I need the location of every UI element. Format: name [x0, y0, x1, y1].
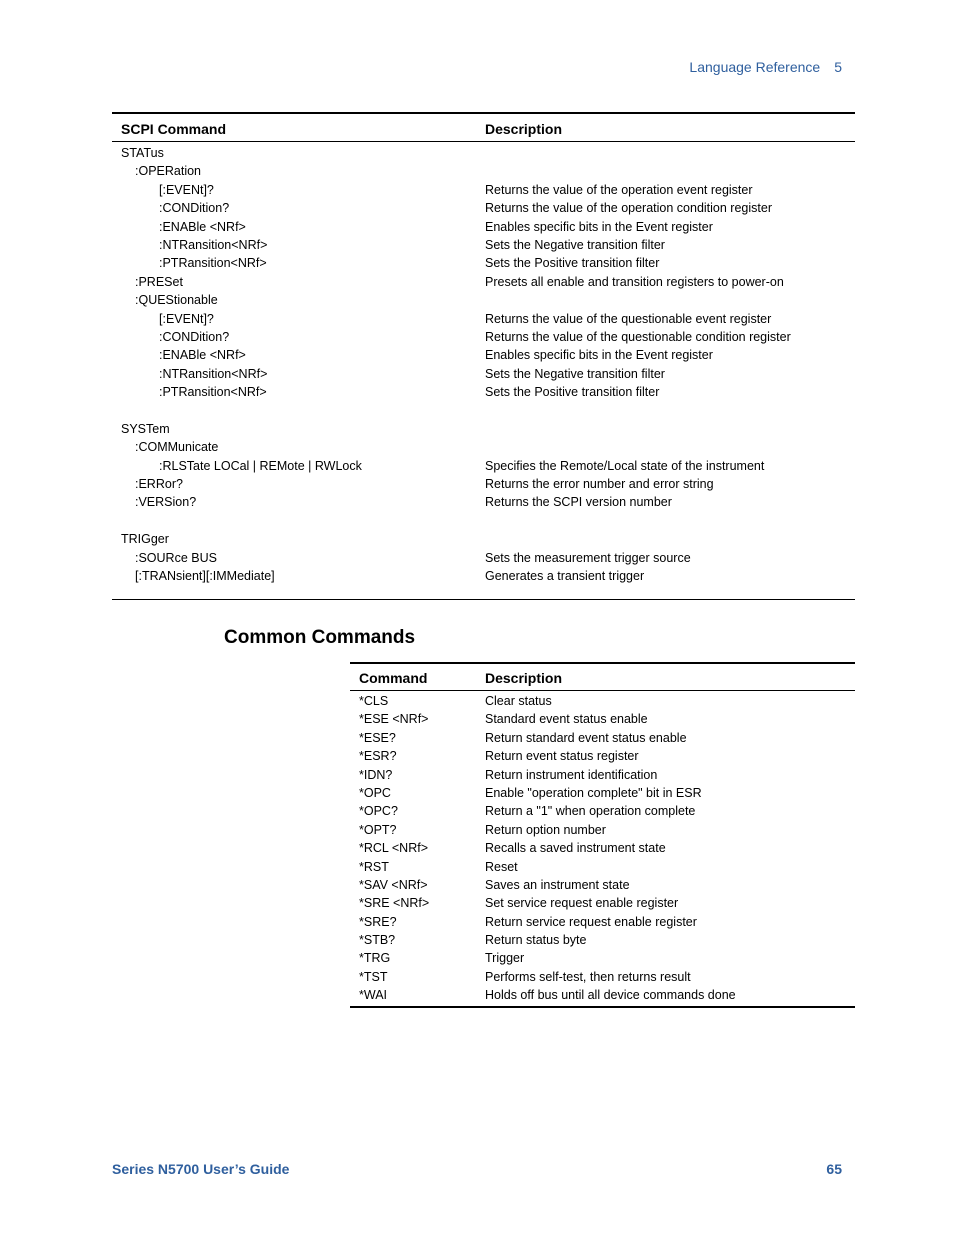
running-header [689, 59, 842, 75]
description-cell: Holds off bus until all device commands done [485, 988, 736, 1003]
description-cell: Return service request enable register [485, 914, 697, 929]
description-cell: Returns the value of the operation event register [485, 182, 753, 197]
description-cell: Return a "1" when operation complete [485, 804, 696, 819]
footer-page-number: 65 [826, 1161, 842, 1177]
description-cell: Return option number [485, 822, 606, 837]
description-cell: Recalls a saved instrument state [485, 841, 666, 856]
table-row [112, 512, 855, 530]
command-cell: :PTRansition<NRf> [159, 256, 267, 271]
description-cell: Sets the Negative transition filter [485, 237, 665, 252]
command-cell: [:EVENt]? [159, 182, 214, 197]
footer-guide-title: Series N5700 User’s Guide [112, 1161, 290, 1177]
table-bottom-rule [350, 1006, 855, 1008]
description-cell: Return standard event status enable [485, 730, 687, 745]
command-cell: :NTRansition<NRf> [159, 237, 268, 252]
command-cell: :SOURce BUS [135, 550, 217, 565]
table-row [350, 931, 855, 949]
table-row [350, 766, 855, 784]
table-row [350, 692, 855, 710]
header-chapter-number: 5 [834, 59, 842, 75]
scpi-command-table [112, 112, 855, 585]
table-row [350, 876, 855, 894]
header-section-title: Language Reference [689, 59, 821, 75]
table-row [350, 894, 855, 912]
command-cell: :VERSion? [135, 495, 197, 510]
description-cell: Performs self-test, then returns result [485, 969, 691, 984]
description-cell: Return instrument identification [485, 767, 658, 782]
command-cell: *RST [359, 859, 389, 874]
table-row [112, 236, 855, 254]
description-cell: Presets all enable and transition registers to power-on [485, 274, 784, 289]
description-cell: Clear status [485, 694, 552, 708]
table-row [112, 273, 855, 291]
command-cell: *SRE <NRf> [359, 896, 430, 911]
description-cell: Specifies the Remote/Local state of the instrument [485, 458, 765, 473]
command-cell: :COMMunicate [135, 440, 219, 455]
command-cell: :NTRansition<NRf> [159, 366, 268, 381]
description-cell: Sets the Negative transition filter [485, 366, 665, 381]
command-cell: *OPC [359, 785, 391, 800]
table-bottom-rule [112, 599, 855, 600]
table-row [112, 346, 855, 364]
command-cell: :ERRor? [135, 477, 183, 492]
description-cell: Return event status register [485, 749, 639, 764]
table-row [112, 420, 855, 438]
description-cell: Enables specific bits in the Event register [485, 219, 713, 234]
table-row [112, 549, 855, 567]
table-row [350, 913, 855, 931]
table-header-row [350, 664, 855, 691]
table-row [112, 493, 855, 511]
command-cell: :CONDition? [159, 201, 230, 216]
table-row [350, 802, 855, 820]
table-row [350, 949, 855, 967]
command-cell: *WAI [359, 988, 388, 1003]
command-cell: *IDN? [359, 767, 393, 782]
table-row [112, 162, 855, 180]
command-cell: *CLS [359, 694, 389, 708]
description-cell: Sets the Positive transition filter [485, 256, 660, 271]
command-cell: *ESR? [359, 749, 397, 764]
command-cell: :OPERation [135, 164, 202, 179]
table-row [112, 218, 855, 236]
table-row [112, 328, 855, 346]
table-row [350, 986, 855, 1004]
command-cell: *OPT? [359, 822, 397, 837]
table-row [112, 254, 855, 272]
command-cell: *TST [359, 969, 388, 984]
table-row [350, 784, 855, 802]
description-cell: Enables specific bits in the Event register [485, 348, 713, 363]
column-header-description: Description [485, 121, 563, 137]
description-cell: Saves an instrument state [485, 877, 630, 892]
table-row [350, 858, 855, 876]
description-cell: Trigger [485, 951, 525, 966]
command-cell: :CONDition? [159, 329, 230, 344]
table-row [350, 747, 855, 765]
description-cell: Standard event status enable [485, 712, 648, 727]
command-cell: :PTRansition<NRf> [159, 385, 267, 400]
command-cell: *TRG [359, 951, 391, 966]
description-cell: Sets the measurement trigger source [485, 550, 691, 565]
command-cell: *SAV <NRf> [359, 877, 428, 892]
table-row [112, 144, 855, 162]
command-cell: :ENABle <NRf> [159, 348, 246, 363]
command-cell: *SRE? [359, 914, 397, 929]
table-row [112, 181, 855, 199]
table-row [350, 821, 855, 839]
column-header-description: Description [485, 670, 563, 686]
section-heading: Common Commands [224, 627, 416, 648]
common-table-body [350, 691, 855, 1005]
table-row [350, 710, 855, 728]
scpi-table-body [112, 142, 855, 585]
table-row [112, 310, 855, 328]
command-cell: STATus [121, 146, 164, 160]
command-cell: *ESE? [359, 730, 396, 745]
command-cell: [:EVENt]? [159, 311, 214, 326]
description-cell: Set service request enable register [485, 896, 679, 911]
column-header-command: SCPI Command [121, 121, 227, 137]
description-cell: Returns the value of the questionable event register [485, 311, 772, 326]
command-cell: :RLSTate LOCal | REMote | RWLock [159, 458, 362, 473]
description-cell: Enable "operation complete" bit in ESR [485, 785, 702, 800]
command-cell: :PRESet [135, 274, 183, 289]
table-header-row [112, 114, 855, 142]
command-cell: *RCL <NRf> [359, 841, 429, 856]
table-row [112, 365, 855, 383]
table-row [112, 291, 855, 309]
common-commands-table [350, 662, 855, 1008]
table-row [350, 839, 855, 857]
description-cell: Returns the SCPI version number [485, 495, 672, 510]
command-cell: [:TRANsient][:IMMediate] [135, 568, 275, 583]
table-row [112, 199, 855, 217]
command-cell: TRIGger [121, 532, 169, 547]
command-cell: *OPC? [359, 804, 398, 819]
command-cell: SYSTem [121, 421, 170, 436]
description-cell: Returns the value of the operation condition register [485, 201, 772, 216]
table-row [350, 968, 855, 986]
description-cell: Sets the Positive transition filter [485, 385, 660, 400]
table-row [112, 438, 855, 456]
table-row [112, 383, 855, 401]
table-row [112, 475, 855, 493]
table-row [112, 530, 855, 548]
column-header-command: Command [359, 670, 428, 686]
description-cell: Returns the error number and error string [485, 477, 714, 492]
description-cell: Generates a transient trigger [485, 568, 645, 583]
description-cell: Returns the value of the questionable condition register [485, 329, 791, 344]
description-cell: Return status byte [485, 933, 587, 948]
table-row [350, 729, 855, 747]
description-cell: Reset [485, 859, 518, 874]
table-row [112, 567, 855, 585]
command-cell: :QUEStionable [135, 293, 218, 308]
command-cell: *ESE <NRf> [359, 712, 429, 727]
table-row [112, 401, 855, 419]
table-row [112, 457, 855, 475]
command-cell: *STB? [359, 933, 396, 948]
command-cell: :ENABle <NRf> [159, 219, 246, 234]
